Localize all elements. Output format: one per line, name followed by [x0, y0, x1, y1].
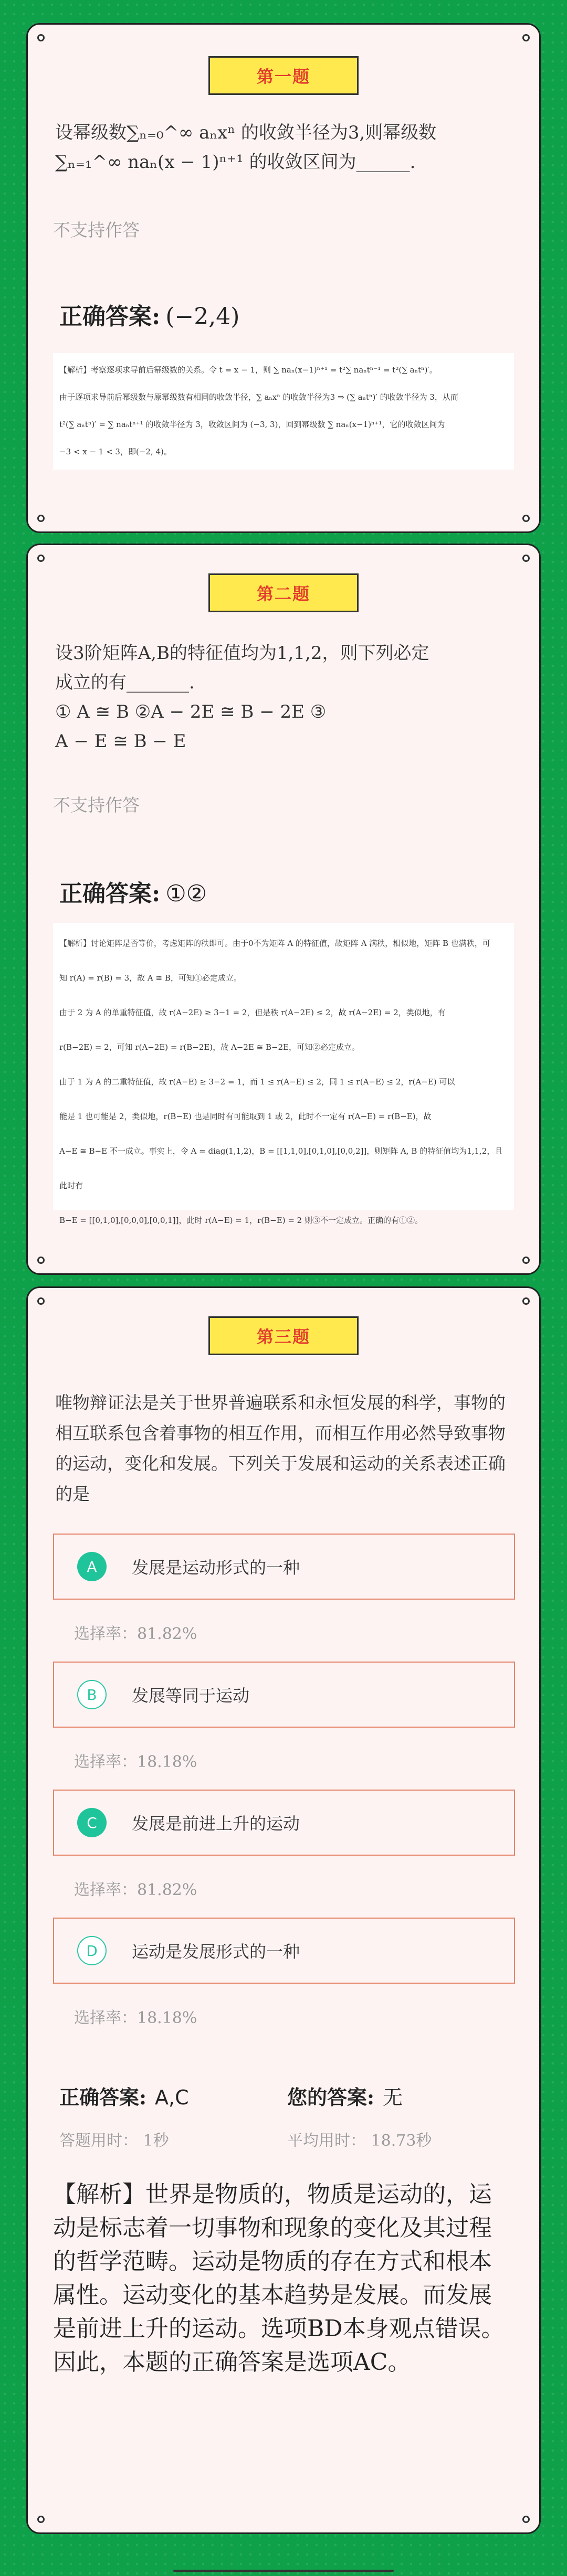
option-rate: 选择率：81.82%	[74, 1881, 197, 1899]
explanation-line: 【解析】考察逐项求导前后幂级数的关系。令 t = x − 1，则 ∑ naₙ(x−1)ⁿ⁺¹ = t²∑ naₙtⁿ⁻¹ = t²(∑ aₙtⁿ)′。	[59, 365, 437, 375]
option-letter-badge: C	[77, 1808, 107, 1837]
option-a[interactable]	[53, 1534, 515, 1600]
option-letter-badge: D	[77, 1936, 107, 1965]
corner-dot	[522, 1297, 530, 1305]
correct-answer-label: 正确答案:	[59, 303, 161, 330]
corner-dot	[37, 2516, 45, 2523]
explanation-line: 【解析】讨论矩阵是否等价，考虑矩阵的秩即可。由于0不为矩阵 A 的特征值，故矩阵 A 满秩，相似地，矩阵 B 也满秩，可	[59, 939, 490, 948]
option-rate: 选择率：81.82%	[74, 1625, 197, 1643]
question-title: 第三题	[208, 1316, 359, 1355]
question-line: ∑ₙ₌₁^∞ naₙ(x − 1)ⁿ⁺¹ 的收敛区间为______.	[55, 152, 416, 173]
explanation-line: A−E ≅ B−E 不一成立。事实上，令 A = diag(1,1,2)，B = [[1,1,0],[0,1,0],[0,0,2]]，则矩阵 A, B 的特征值均为1,1,2，且此时有	[59, 1146, 503, 1190]
correct-answer-value: (−2,4)	[165, 303, 240, 330]
corner-dot	[37, 555, 45, 562]
corner-dot	[522, 2516, 530, 2523]
not-supported-text: 不支持作答	[53, 220, 140, 240]
question-line: A − E ≅ B − E	[55, 731, 186, 752]
question-card-1	[26, 23, 541, 533]
corner-dot	[522, 515, 530, 522]
corner-dot	[522, 34, 530, 41]
question-card-2	[26, 544, 541, 1275]
question-text: 唯物辩证法是关于世界普遍联系和永恒发展的科学，事物的相互联系包含着事物的相互作用，而相互作用必然导致事物的运动，变化和发展。下列关于发展和运动的关系表述正确的是	[55, 1392, 506, 1504]
option-label: 发展是运动形式的一种	[132, 1558, 300, 1578]
correct-answer-label: 正确答案:	[59, 2085, 147, 2109]
option-c[interactable]	[53, 1790, 515, 1856]
corner-dot	[37, 1257, 45, 1264]
explanation-line: t²(∑ aₙtⁿ)′ = ∑ naₙtⁿ⁺¹ 的收敛半径为 3，收敛区间为 (−3, 3)，回到幂级数 ∑ naₙ(x−1)ⁿ⁺¹，它的收敛区间为	[59, 420, 445, 429]
explanation-line: 由于逐项求导前后幂级数与原幂级数有相同的收敛半径，∑ aₙxⁿ 的收敛半径为3 ⇒ (∑ aₙtⁿ)′ 的收敛半径为 3，从而	[59, 392, 458, 402]
option-label: 发展等同于运动	[132, 1686, 250, 1706]
time-used: 答题用时： 1秒	[59, 2132, 169, 2150]
question-card-3	[26, 1286, 541, 2534]
explanation-image	[53, 923, 514, 1225]
explanation-line: 由于 2 为 A 的单重特征值，故 r(A−2E) ≥ 3−1 = 2，但是秩 r(A−2E) ≤ 2，故 r(A−2E) = 2，类似地，有	[59, 1008, 446, 1017]
correct-answer-label: 正确答案:	[59, 880, 161, 907]
explanation-line: −3 < x − 1 < 3，即(−2, 4)。	[59, 447, 172, 456]
option-label: 运动是发展形式的一种	[132, 1942, 300, 1962]
home-indicator	[173, 2570, 394, 2572]
explanation-line: B−E = [[0,1,0],[0,0,0],[0,0,1]]，此时 r(A−E) = 1，r(B−E) = 2 则③不一定成立。正确的有①②。	[59, 1216, 423, 1225]
option-letter-badge: B	[77, 1680, 107, 1709]
option-b[interactable]	[53, 1662, 515, 1728]
question-line: 设3阶矩阵A,B的特征值均为1,1,2，则下列必定	[55, 643, 429, 664]
correct-answer-value: A,C	[155, 2086, 189, 2109]
correct-answer	[59, 2081, 189, 2110]
option-rate: 选择率：18.18%	[74, 2009, 197, 2027]
explanation-line: r(B−2E) = 2，可知 r(A−2E) = r(B−2E)，故 A−2E ≅ B−2E，可知②必定成立。	[59, 1042, 360, 1052]
average-time: 平均用时： 18.73秒	[287, 2132, 432, 2150]
correct-answer	[59, 297, 239, 331]
question-text	[55, 638, 512, 756]
question-line: 成立的有_______.	[55, 672, 195, 693]
corner-dot	[37, 1297, 45, 1305]
your-answer-value: 无	[383, 2086, 403, 2109]
not-supported-text: 不支持作答	[53, 795, 140, 815]
explanation-line: 能是 1 也可能是 2，类似地，r(B−E) 也是同时有可能取到 1 或 2，此时不一定有 r(A−E) = r(B−E)，故	[59, 1112, 432, 1121]
option-letter-badge: A	[77, 1552, 107, 1581]
explanation-line: 由于 1 为 A 的二重特征值，故 r(A−E) ≥ 3−2 = 1，而 1 ≤ r(A−E) ≤ 2，同 1 ≤ r(A−E) ≤ 2，r(A−E) 可以	[59, 1077, 455, 1087]
correct-answer	[59, 875, 207, 908]
explanation-line: 知 r(A) = r(B) = 3，故 A ≅ B，可知①必定成立。	[59, 973, 242, 983]
your-answer	[287, 2081, 403, 2110]
question-line: ① A ≅ B ②A − 2E ≅ B − 2E ③	[55, 701, 327, 722]
option-label: 发展是前进上升的运动	[132, 1814, 300, 1834]
corner-dot	[522, 555, 530, 562]
option-rate: 选择率：18.18%	[74, 1753, 197, 1771]
correct-answer-value: ①②	[165, 880, 207, 907]
corner-dot	[37, 34, 45, 41]
corner-dot	[37, 515, 45, 522]
option-d[interactable]	[53, 1918, 515, 1984]
question-line: 设幂级数∑ₙ₌₀^∞ aₙxⁿ 的收敛半径为3,则幂级数	[55, 122, 437, 143]
your-answer-label: 您的答案:	[287, 2085, 375, 2109]
question-text	[55, 118, 512, 177]
question-title: 第二题	[208, 573, 359, 612]
analysis-text: 【解析】世界是物质的，物质是运动的，运动是标志着一切事物和现象的变化及其过程的哲学范畴。运动是物质的存在方式和根本属性。运动变化的基本趋势是发展。而发展是前进上升的运动。选项BD本身观点错误。因此，本题的正确答案是选项AC。	[53, 2181, 505, 2376]
explanation-image	[53, 353, 514, 470]
corner-dot	[522, 1257, 530, 1264]
question-title: 第一题	[208, 56, 359, 95]
